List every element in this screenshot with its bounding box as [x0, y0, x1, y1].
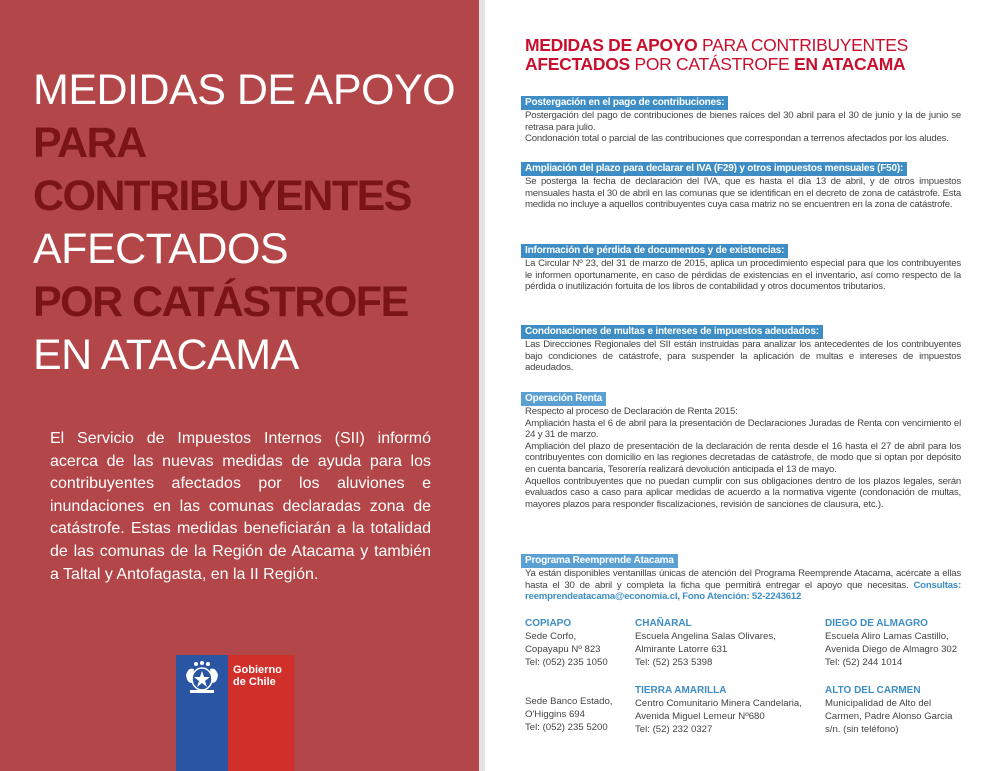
section-paragraph: Ampliación del plazo de presentación de la declaración de renta desde el 16 hasta el 27 de abril para los contribuyentes con domicilio en las regiones decretadas de catástrofe, de modo que si optan por depósito en cuenta bancaria, Tesorería realizará devolución anticipada el 13 de mayo.	[525, 440, 961, 475]
office-line: Tel: (52) 244 1014	[825, 657, 903, 668]
section-operacion-renta	[521, 388, 965, 510]
left-panel	[0, 0, 479, 771]
right-title-line-1	[525, 36, 985, 55]
section-paragraph: Se posterga la fecha de declaración del IVA, que es hasta el día 13 de abril, y de otros impuestos mensuales hasta el 30 de abril en las comunas que se identifican en el decreto de zona de catástrofe. Esta medida no incluye a aquellos contribuyentes cuya casa matriz no se encuentren en la zona de catástrofe.	[525, 176, 961, 211]
office-line: Copayapu Nº 823	[525, 644, 601, 655]
office-line: Municipalidad de Alto del	[825, 698, 932, 709]
section-paragraph: Ampliación hasta el 6 de abril para la presentación de Declaraciones Juradas de Renta con vencimiento el 24 y 31 de marzo.	[525, 417, 961, 441]
section-perdida-documentos	[521, 240, 965, 293]
office-line: Avenida Miguel Lemeur Nº680	[635, 711, 765, 722]
section-paragraph: Las Direcciones Regionales del SII están instruidas para analizar los antecedentes de los contribuyentes bajo condiciones de catástrofe, para suspender la aplicación de multas e intereses de impuestos adeudados.	[525, 339, 961, 374]
office-line: Tel: (52) 253 5398	[635, 657, 713, 668]
office-name: ALTO DEL CARMEN	[825, 685, 921, 696]
section-body	[521, 110, 965, 145]
right-title-part-b: PARA CONTRIBUYENTES	[697, 35, 909, 55]
consultas-contact[interactable]: Consultas: reemprendeatacama@economia.cl, Fono Atención: 52-2243612	[525, 579, 962, 603]
title-line-3: AFECTADOS	[33, 225, 289, 273]
section-paragraph: Respecto al proceso de Declaración de Renta 2015:	[525, 406, 738, 417]
logo-text	[233, 664, 282, 688]
office-line: Escuela Angelina Salas Olivares,	[635, 631, 776, 642]
section-paragraph: Condonación total o parcial de las contribuciones que correspondan a terrenos afectados por los aludes.	[525, 133, 949, 145]
right-title-part-c: AFECTADOS	[525, 54, 630, 74]
section-heading: Operación Renta	[521, 392, 606, 406]
office-line: Almirante Latorre 631	[635, 644, 728, 655]
section-body	[521, 406, 965, 510]
main-title	[33, 64, 473, 382]
section-body	[521, 176, 965, 211]
office-diego-de-almagro	[825, 617, 957, 669]
office-name: COPIAPO	[525, 618, 572, 629]
office-line: O'Higgins 694	[525, 709, 585, 720]
section-condonaciones	[521, 321, 965, 374]
office-line: Sede Banco Estado,	[525, 696, 613, 707]
office-alto-del-carmen	[825, 684, 952, 736]
right-title	[525, 36, 985, 74]
office-name: DIEGO DE ALMAGRO	[825, 618, 928, 629]
section-paragraph: Aquellos contribuyentes que no puedan cumplir con sus obligaciones dentro de los plazos legales, serán evaluados caso a caso para aplicar medidas de acuerdo a la normativa vigente (condonación de multas, mayores plazos para responder fiscalizaciones, revisión de sanciones de clausura, etc.).	[525, 475, 961, 510]
logo-line-1: Gobierno	[233, 664, 282, 676]
right-title-part-e: EN ATACAMA	[793, 54, 906, 74]
gobierno-de-chile-logo	[176, 655, 294, 771]
section-heading: Condonaciones de multas e intereses de impuestos adeudados:	[521, 325, 823, 339]
coat-of-arms-icon	[182, 661, 222, 695]
section-paragraph: Postergación del pago de contribuciones de bienes raíces del 30 abril para el 30 de junio y la de junio se retrasa para julio.	[525, 110, 961, 133]
section-heading: Información de pérdida de documentos y de existencias:	[521, 244, 788, 258]
office-name: TIERRA AMARILLA	[635, 685, 727, 696]
section-heading: Postergación en el pago de contribuciones:	[521, 96, 728, 110]
section-body	[521, 258, 965, 293]
office-line: Avenida Diego de Almagro 302	[825, 644, 958, 655]
section-reemprende	[521, 550, 965, 603]
section-paragraph	[525, 568, 961, 603]
office-tierra-amarilla	[635, 684, 802, 736]
office-line: Sede Corfo,	[525, 631, 577, 642]
right-title-part-d: POR CATÁSTROFE	[629, 54, 794, 74]
title-line-2: PARA CONTRIBUYENTES	[33, 119, 411, 220]
office-line: s/n. (sin teléfono)	[825, 724, 899, 735]
section-heading: Programa Reemprende Atacama	[521, 554, 678, 568]
logo-line-2: de Chile	[233, 676, 276, 688]
section-heading: Ampliación del plazo para declarar el IVA (F29) y otros impuestos mensuales (F50):	[521, 162, 907, 176]
title-line-1: MEDIDAS DE APOYO	[33, 66, 456, 114]
title-line-4: POR CATÁSTROFE	[33, 278, 408, 326]
section-body	[521, 568, 965, 603]
title-line-5: EN ATACAMA	[33, 331, 299, 379]
office-name: CHAÑARAL	[635, 618, 692, 629]
section-body	[521, 339, 965, 374]
office-line: Centro Comunitario Minera Candelaria,	[635, 698, 802, 709]
section-paragraph: La Circular Nº 23, del 31 de marzo de 2015, aplica un procedimiento especial para que los contribuyentes le informen oportunamente, en caso de pérdidas de existencias en el inventario, así como respecto de la pérdida o inutilización fortuita de los libros de contabilidad y otros documentos tributarios.	[525, 258, 961, 293]
office-copiapo-banco-estado	[525, 695, 612, 734]
office-line: Carmen, Padre Alonso Garcia	[825, 711, 953, 722]
office-line: Escuela Aliro Lamas Castillo,	[825, 631, 949, 642]
office-copiapo	[525, 617, 608, 669]
section-iva	[521, 158, 965, 211]
office-line: Tel: (052) 235 5200	[525, 722, 608, 733]
intro-paragraph: El Servicio de Impuestos Internos (SII) informó acerca de las nuevas medidas de ayuda para los contribuyentes afectados por los aluviones e inundaciones en las comunas declaradas zona de catástrofe. Estas medidas beneficiarán a la totalidad de las comunas de la Región de Atacama y también a Taltal y Antofagasta, en la II Región.	[50, 430, 431, 583]
right-title-part-a: MEDIDAS DE APOYO	[525, 35, 698, 55]
office-line: Tel: (052) 235 1050	[525, 657, 608, 668]
right-panel	[485, 0, 999, 771]
office-chanaral	[635, 617, 776, 669]
section-contribuciones	[521, 92, 965, 145]
office-line: Tel: (52) 232 0327	[635, 724, 713, 735]
reemprende-text: Ya están disponibles ventanillas únicas de atención del Programa Reemprende Atacama, acércate a ellas hasta el 30 de abril y completa la ficha que permitirá entregar el apoyo que necesitas.	[525, 568, 961, 591]
right-title-line-2	[525, 55, 985, 74]
